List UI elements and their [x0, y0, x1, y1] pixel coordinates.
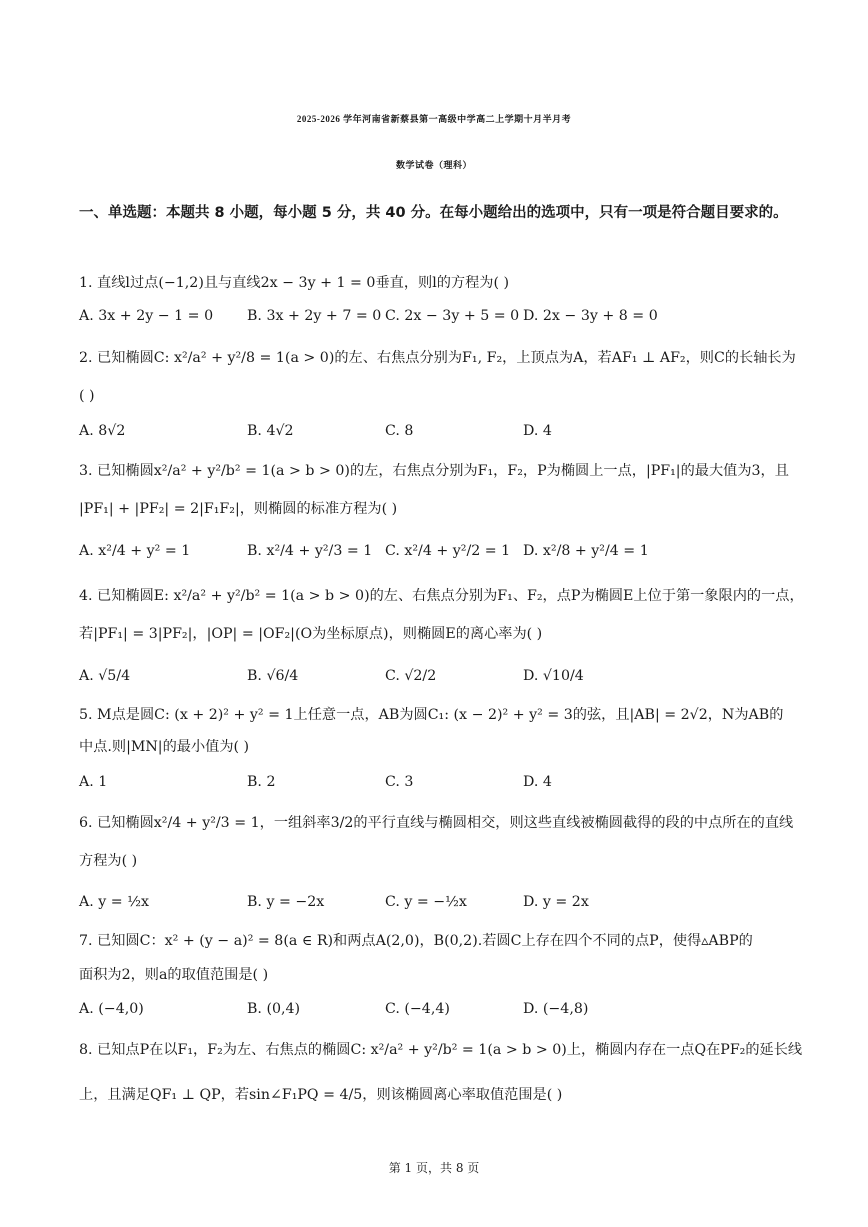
question-2-stem: 2. 已知椭圆C: x²/a² + y²/8 = 1(a > 0)的左、右焦点分别为F₁, F₂，上顶点为A，若AF₁ ⊥ AF₂，则C的长轴长为: [79, 350, 796, 366]
option-d: D. 4: [523, 774, 552, 790]
option-c: C. (−4,4): [385, 1001, 450, 1017]
option-b: B. 4√2: [247, 423, 294, 439]
option-c: C. 2x − 3y + 5 = 0: [385, 308, 520, 324]
option-c: C. y = −½x: [385, 894, 467, 910]
option-a: A. √5/4: [79, 668, 131, 684]
question-8-stem: 8. 已知点P在以F₁，F₂为左、右焦点的椭圆C: x²/a² + y²/b² = 1(a > b > 0)上，椭圆内存在一点Q在PF₂的延长线: [79, 1042, 803, 1058]
exam-title: 2025-2026 学年河南省新蔡县第一高级中学高二上学期十月半月考: [296, 114, 572, 124]
question-6-options: [79, 892, 799, 912]
question-4-stem: 4. 已知椭圆E: x²/a² + y²/b² = 1(a > b > 0)的左、右焦点分别为F₁、F₂，点P为椭圆E上位于第一象限内的一点，: [79, 588, 804, 604]
question-3-stem: 3. 已知椭圆x²/a² + y²/b² = 1(a > b > 0)的左，右焦点分别为F₁，F₂，P为椭圆上一点，|PF₁|的最大值为3，且: [79, 463, 789, 479]
question-8-stem-cont: 上，且满足QF₁ ⊥ QP，若sin∠F₁PQ = 4/5，则该椭圆离心率取值范围是( ): [79, 1087, 563, 1103]
option-b: B. 3x + 2y + 7 = 0: [247, 308, 382, 324]
option-a: A. x²/4 + y² = 1: [79, 543, 191, 559]
option-d: D. 4: [523, 423, 552, 439]
question-3-options: [79, 541, 799, 561]
question-4-options: [79, 666, 799, 686]
option-d: D. (−4,8): [523, 1001, 589, 1017]
option-b: B. √6/4: [247, 668, 299, 684]
question-2-stem-cont: ( ): [79, 388, 95, 404]
option-b: B. x²/4 + y²/3 = 1: [247, 543, 373, 559]
question-2-options: [79, 421, 799, 441]
question-6-stem-cont: 方程为( ): [79, 853, 138, 869]
question-1-options: [79, 306, 799, 326]
option-c: C. √2/2: [385, 668, 437, 684]
option-c: C. x²/4 + y²/2 = 1: [385, 543, 511, 559]
question-5-options: [79, 772, 799, 792]
option-b: B. y = −2x: [247, 894, 325, 910]
option-a: A. (−4,0): [79, 1001, 144, 1017]
option-c: C. 3: [385, 774, 414, 790]
question-3-stem-cont: |PF₁| + |PF₂| = 2|F₁F₂|，则椭圆的标准方程为( ): [79, 501, 398, 517]
question-5-stem: 5. M点是圆C: (x + 2)² + y² = 1上任意一点，AB为圆C₁: (x − 2)² + y² = 3的弦，且|AB| = 2√2，N为AB的: [79, 707, 784, 723]
question-7-stem: 7. 已知圆C：x² + (y − a)² = 8(a ∈ R)和两点A(2,0)，B(0,2).若圆C上存在四个不同的点P，使得▵ABP的: [79, 933, 753, 949]
question-4-stem-cont: 若|PF₁| = 3|PF₂|，|OP| = |OF₂|(O为坐标原点)，则椭圆E的离心率为( ): [79, 626, 543, 642]
option-d: D. 2x − 3y + 8 = 0: [523, 308, 658, 324]
option-a: A. 3x + 2y − 1 = 0: [79, 308, 214, 324]
exam-subtitle: 数学试卷（理科）: [395, 160, 472, 170]
question-7-options: [79, 999, 799, 1019]
option-a: A. 8√2: [79, 423, 126, 439]
option-d: D. √10/4: [523, 668, 584, 684]
page-footer: 第 1 页，共 8 页: [388, 1161, 480, 1175]
question-6-stem: 6. 已知椭圆x²/4 + y²/3 = 1，一组斜率3/2的平行直线与椭圆相交，则这些直线被椭圆截得的段的中点所在的直线: [79, 815, 794, 831]
option-b: B. (0,4): [247, 1001, 301, 1017]
question-5-stem-cont: 中点.则|MN|的最小值为( ): [79, 739, 250, 755]
question-1-stem: 1. 直线l过点(−1,2)且与直线2x − 3y + 1 = 0垂直，则l的方程为( ): [79, 275, 510, 291]
question-7-stem-cont: 面积为2，则a的取值范围是( ): [79, 967, 269, 983]
option-d: D. y = 2x: [523, 894, 589, 910]
option-a: A. y = ½x: [79, 894, 149, 910]
option-c: C. 8: [385, 423, 414, 439]
option-a: A. 1: [79, 774, 108, 790]
section-heading: 一、单选题：本题共 8 小题，每小题 5 分，共 40 分。在每小题给出的选项中，只有一项是符合题目要求的。: [79, 205, 788, 221]
option-b: B. 2: [247, 774, 276, 790]
option-d: D. x²/8 + y²/4 = 1: [523, 543, 649, 559]
